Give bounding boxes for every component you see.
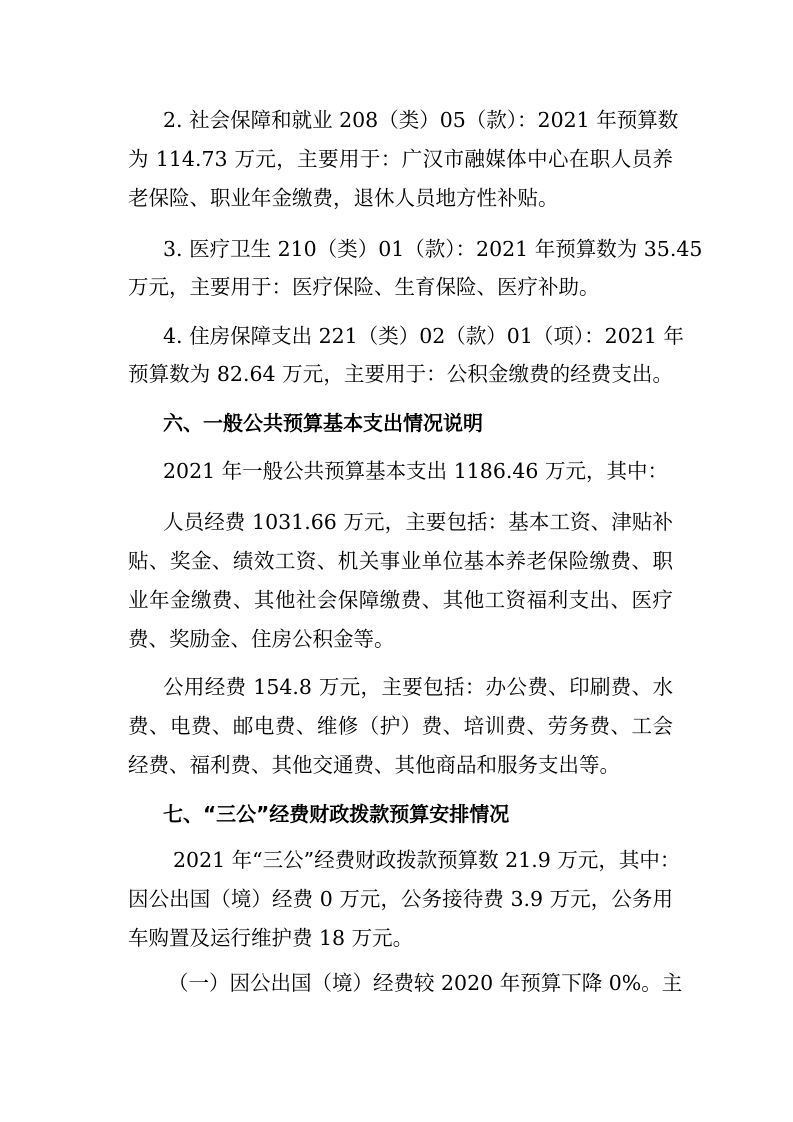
- section-heading: [0, 408, 793, 438]
- text-line: （一）因公出国（境）经费较 2020 年预算下降 0%。主: [168, 971, 683, 995]
- text-line: 经费、福利费、其他交通费、其他商品和服务支出等。: [128, 753, 620, 777]
- paragraph-line: [0, 456, 793, 486]
- text-line: 因公出国（境）经费 0 万元，公务接待费 3.9 万元，公务用: [128, 887, 673, 911]
- paragraph-line: [0, 968, 793, 998]
- text-line: 2021 年“三公”经费财政拨款预算数 21.9 万元，其中：: [173, 848, 681, 872]
- text-line: 公用经费 154.8 万元，主要包括：办公费、印刷费、水: [163, 675, 673, 699]
- section-heading: [0, 799, 793, 829]
- text-line: 为 114.73 万元，主要用于：广汉市融媒体中心在职人员养: [128, 147, 673, 171]
- text-line: 业年金缴费、其他社会保障缴费、其他工资福利支出、医疗: [128, 588, 673, 612]
- paragraph-line: [0, 845, 793, 875]
- text-line: 预算数为 82.64 万元，主要用于：公积金缴费的经费支出。: [128, 362, 673, 386]
- heading-text: 七、“三公”经费财政拨款预算安排情况: [163, 802, 510, 826]
- text-line: 2. 社会保障和就业 208（类）05（款）：2021 年预算数: [163, 108, 679, 132]
- paragraph-line: [0, 507, 793, 537]
- paragraph-line: [0, 234, 793, 264]
- paragraph-line: [0, 672, 793, 702]
- paragraph-line: [0, 624, 793, 654]
- text-line: 3. 医疗卫生 210（类）01（款）：2021 年预算数为 35.45: [163, 237, 703, 261]
- heading-text: 六、一般公共预算基本支出情况说明: [163, 411, 483, 435]
- text-line: 老保险、职业年金缴费，退休人员地方性补贴。: [128, 186, 559, 210]
- text-line: 万元，主要用于：医疗保险、生育保险、医疗补助。: [128, 275, 600, 299]
- text-line: 4. 住房保障支出 221（类）02（款）01（项）：2021 年: [163, 324, 684, 348]
- text-line: 人员经费 1031.66 万元，主要包括：基本工资、津贴补: [163, 510, 673, 534]
- text-line: 2021 年一般公共预算基本支出 1186.46 万元，其中：: [163, 459, 668, 483]
- text-line: 费、奖励金、住房公积金等。: [128, 627, 395, 651]
- paragraph-line: [0, 144, 793, 174]
- paragraph-line: [0, 183, 793, 213]
- paragraph-line: [0, 923, 793, 953]
- paragraph-line: [0, 359, 793, 389]
- paragraph-line: [0, 105, 793, 135]
- paragraph-line: [0, 884, 793, 914]
- paragraph-line: [0, 585, 793, 615]
- paragraph-line: [0, 272, 793, 302]
- paragraph-line: [0, 321, 793, 351]
- text-line: 贴、奖金、绩效工资、机关事业单位基本养老保险缴费、职: [128, 549, 673, 573]
- paragraph-line: [0, 711, 793, 741]
- paragraph-line: [0, 750, 793, 780]
- text-line: 车购置及运行维护费 18 万元。: [128, 926, 414, 950]
- paragraph-line: [0, 546, 793, 576]
- text-line: 费、电费、邮电费、维修（护）费、培训费、劳务费、工会: [128, 714, 673, 738]
